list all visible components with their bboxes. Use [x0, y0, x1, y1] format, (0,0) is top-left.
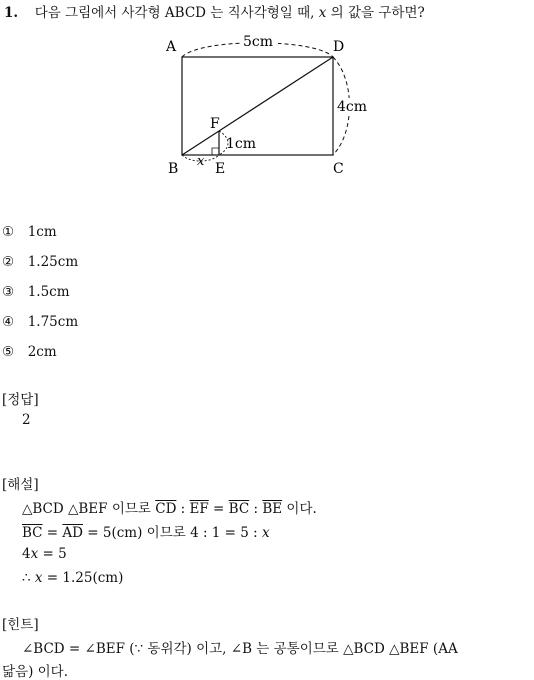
ratio-sep: : [249, 501, 263, 517]
variable-x: x [34, 570, 43, 586]
question-variable: x [318, 5, 327, 21]
label-right-length: 4cm [337, 99, 368, 115]
equals-sign: = [208, 501, 229, 517]
diagonal-bd [182, 57, 333, 155]
variable-x: x [262, 525, 270, 541]
question-text: 다음 그림에서 사각형 ABCD 는 직사각형일 때, [34, 5, 319, 21]
answer-header: [정답] [2, 392, 39, 408]
label-c: C [333, 161, 344, 177]
option-1[interactable] [2, 224, 57, 240]
segment-bc: $\overline{BC}$ [228, 501, 250, 517]
hint-line-1: ∠BCD = ∠BEF (∵ 동위각) 이고, ∠B 는 공통이므로 △BCD △BEF (AA [22, 641, 458, 657]
option-3-mark: ③ [2, 284, 15, 300]
label-b: B [168, 161, 179, 177]
explanation-text: △BCD △BEF 이므로 [22, 501, 156, 517]
segment-be: $\overline{BE}$ [262, 501, 283, 517]
equation-rhs: = 5 [38, 546, 67, 562]
answer-value: 2 [22, 412, 31, 428]
hint-line-2: 닮음) 이다. [2, 664, 69, 680]
variable-x: x [30, 546, 39, 562]
option-3-text: 1.5cm [27, 284, 70, 300]
segment-cd: $\overline{CD}$ [155, 501, 177, 517]
equals-sign: = [42, 525, 63, 541]
question-text-end: 의 값을 구하면? [326, 5, 425, 21]
option-1-text: 1cm [27, 224, 57, 240]
explanation-line-4 [22, 570, 123, 586]
label-be-length: x [197, 154, 205, 169]
option-3[interactable] [2, 284, 70, 300]
question-number: 1. [4, 5, 19, 21]
option-5[interactable] [2, 344, 57, 360]
label-e: E [215, 161, 226, 177]
option-4-mark: ④ [2, 314, 15, 330]
explanation-header: [해설] [2, 477, 39, 493]
segment-ef: $\overline{EF}$ [189, 501, 209, 517]
option-2-mark: ② [2, 254, 15, 270]
label-a: A [166, 39, 177, 55]
option-2[interactable] [2, 254, 78, 270]
label-top-length: 5cm [243, 34, 274, 50]
option-4-text: 1.75cm [27, 314, 79, 330]
hint-header: [힌트] [2, 617, 39, 633]
segment-ad: $\overline{AD}$ [62, 525, 83, 541]
explanation-text: = 5(cm) 이므로 4 : 1 = 5 : [83, 525, 263, 541]
coefficient: 4 [22, 546, 31, 562]
option-4[interactable] [2, 314, 78, 330]
rectangle-figure [0, 0, 534, 190]
label-fe-length: 1cm [226, 136, 257, 152]
segment-bc: $\overline{BC}$ [22, 525, 43, 541]
right-angle-mark [212, 148, 219, 155]
label-d: D [333, 39, 345, 55]
equation-result: = 1.25(cm) [42, 570, 124, 586]
option-5-mark: ⑤ [2, 344, 15, 360]
explanation-line-1 [22, 497, 317, 517]
label-f: F [210, 116, 220, 132]
option-1-mark: ① [2, 224, 15, 240]
ratio-sep: : [176, 501, 190, 517]
explanation-line-3 [22, 546, 67, 562]
therefore-symbol: ∴ [22, 570, 35, 586]
explanation-line-2 [22, 521, 270, 541]
option-5-text: 2cm [27, 344, 57, 360]
explanation-text: 이다. [282, 501, 317, 517]
option-2-text: 1.25cm [27, 254, 79, 270]
